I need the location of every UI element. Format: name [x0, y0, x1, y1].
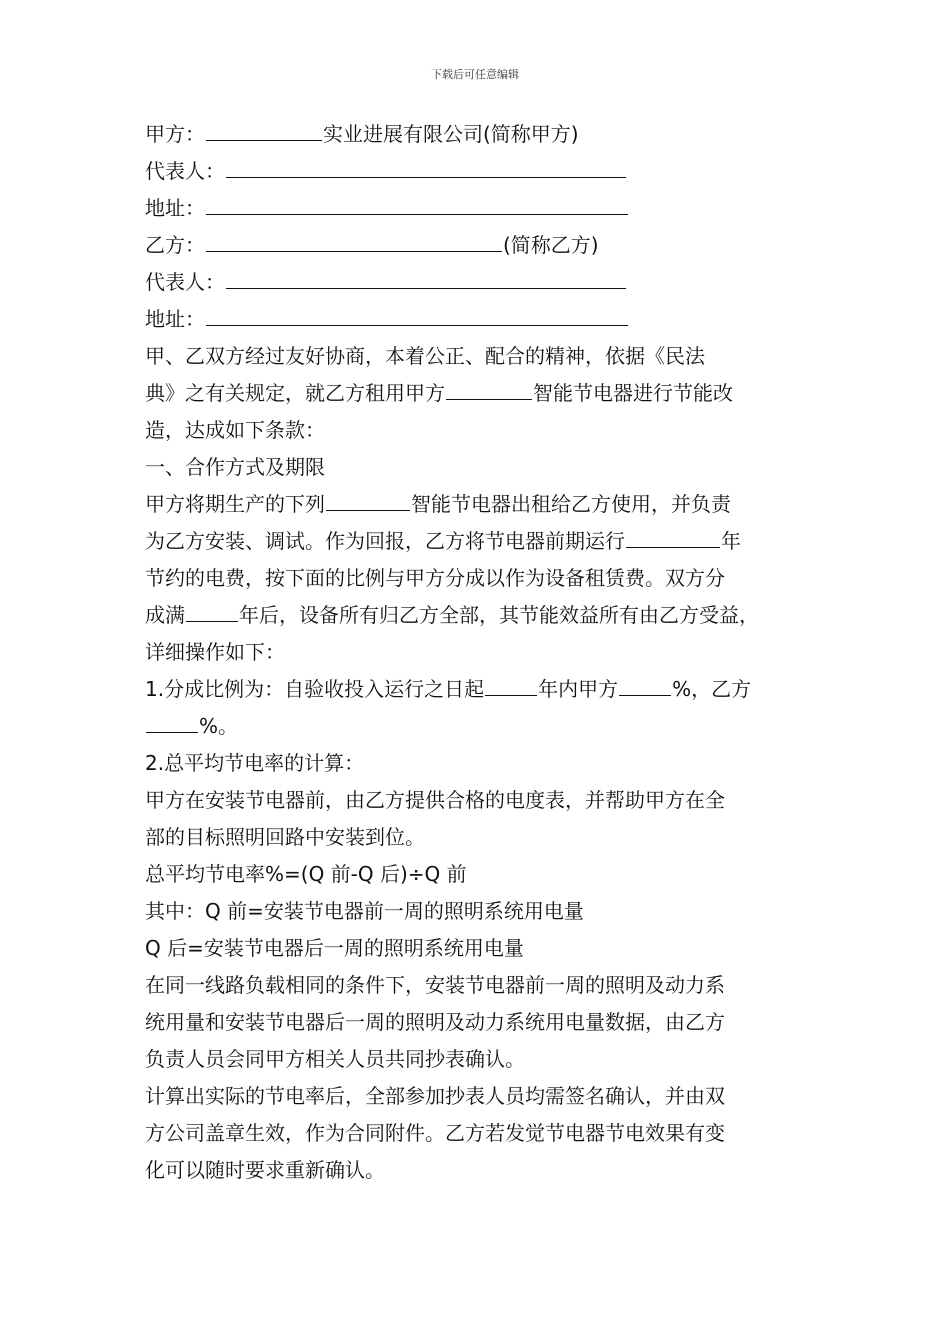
intro-line-2	[145, 375, 825, 412]
party-b-percent-blank[interactable]	[146, 710, 198, 733]
item2-p3-line-2: 方公司盖章生效，作为合同附件。乙方若发觉节电器节电效果有变	[145, 1121, 725, 1145]
party-b-suffix: (简称乙方)	[503, 233, 599, 257]
item2-p3-line-1: 计算出实际的节电率后，全部参加抄表人员均需签名确认，并由双	[145, 1084, 725, 1108]
section1-line-2-a: 为乙方安装、调试。作为回报，乙方将节电器前期运行	[145, 529, 625, 553]
representative-b-line	[145, 264, 825, 301]
section1-line-4	[145, 597, 825, 634]
item1-years-blank[interactable]	[485, 673, 537, 696]
section1-line-2-b: 年	[721, 529, 741, 553]
section1-line-4-a: 成满	[145, 603, 185, 627]
address-a-line	[145, 190, 825, 227]
party-b-blank[interactable]	[206, 229, 502, 252]
item1-part-b: 年内甲方	[538, 677, 619, 701]
intro-line-2-a: 典》之有关规定，就乙方租用甲方	[145, 381, 445, 405]
item2-p2-line-1: 在同一线路负载相同的条件下，安装节电器前一周的照明及动力系	[145, 973, 725, 997]
representative-a-line	[145, 153, 825, 190]
item1-part-c: %，乙方	[672, 677, 752, 701]
intro-line-1: 甲、乙双方经过友好协商，本着公正、配合的精神，依据《民法	[145, 344, 705, 368]
item1-part-a: 1.分成比例为：自验收投入运行之日起	[145, 677, 485, 701]
party-b-line	[145, 227, 825, 264]
item2-p2-line-2: 统用量和安装节电器后一周的照明及动力系统用电量数据，由乙方	[145, 1010, 725, 1034]
contract-body	[145, 116, 825, 1189]
section1-line-1	[145, 486, 825, 523]
section1-line-1-a: 甲方将期生产的下列	[145, 492, 325, 516]
intro-line-2-b: 智能节电器进行节能改	[533, 381, 733, 405]
item2-title: 2.总平均节电率的计算：	[145, 751, 365, 775]
address-b-blank[interactable]	[206, 303, 628, 326]
item2-p1-line-2: 部的目标照明回路中安装到位。	[145, 825, 425, 849]
address-b-line	[145, 301, 825, 338]
item1-line-2	[145, 708, 825, 745]
item2-formula: 总平均节电率%=(Q 前-Q 后)÷Q 前	[145, 862, 467, 886]
representative-b-blank[interactable]	[226, 266, 626, 289]
item2-p2-line-3: 负责人员会同甲方相关人员共同抄表确认。	[145, 1047, 525, 1071]
representative-a-label: 代表人：	[145, 159, 225, 183]
product-model-blank[interactable]	[446, 377, 532, 400]
run-period-blank[interactable]	[626, 525, 720, 548]
address-a-label: 地址：	[145, 196, 205, 220]
item2-p1-line-1: 甲方在安装节电器前，由乙方提供合格的电度表，并帮助甲方在全	[145, 788, 725, 812]
party-a-line	[145, 116, 825, 153]
item2-where-1: 其中：Q 前=安装节电器前一周的照明系统用电量	[145, 899, 584, 923]
party-a-percent-blank[interactable]	[619, 673, 671, 696]
product-name-blank[interactable]	[326, 488, 410, 511]
address-b-label: 地址：	[145, 307, 205, 331]
item1-line-1	[145, 671, 825, 708]
section1-line-1-b: 智能节电器出租给乙方使用，并负责	[411, 492, 731, 516]
section1-title: 一、合作方式及期限	[145, 455, 325, 479]
section1-line-2	[145, 523, 825, 560]
address-a-blank[interactable]	[206, 192, 628, 215]
share-years-blank[interactable]	[186, 599, 238, 622]
intro-line-3: 造，达成如下条款：	[145, 418, 325, 442]
section1-line-5: 详细操作如下：	[145, 640, 285, 664]
item2-p3-line-3: 化可以随时要求重新确认。	[145, 1158, 385, 1182]
representative-a-blank[interactable]	[226, 155, 626, 178]
party-b-label: 乙方：	[145, 233, 205, 257]
section1-line-4-b: 年后，设备所有归乙方全部，其节能效益所有由乙方受益，	[239, 603, 759, 627]
item2-where-2: Q 后=安装节电器后一周的照明系统用电量	[145, 936, 524, 960]
party-a-blank[interactable]	[206, 118, 322, 141]
party-a-label: 甲方：	[145, 122, 205, 146]
page-header: 下载后可任意编辑	[431, 68, 519, 81]
representative-b-label: 代表人：	[145, 270, 225, 294]
item1-part-d: %。	[199, 714, 239, 738]
party-a-suffix: 实业进展有限公司(简称甲方)	[323, 122, 579, 146]
section1-line-3: 节约的电费，按下面的比例与甲方分成以作为设备租赁费。双方分	[145, 566, 725, 590]
